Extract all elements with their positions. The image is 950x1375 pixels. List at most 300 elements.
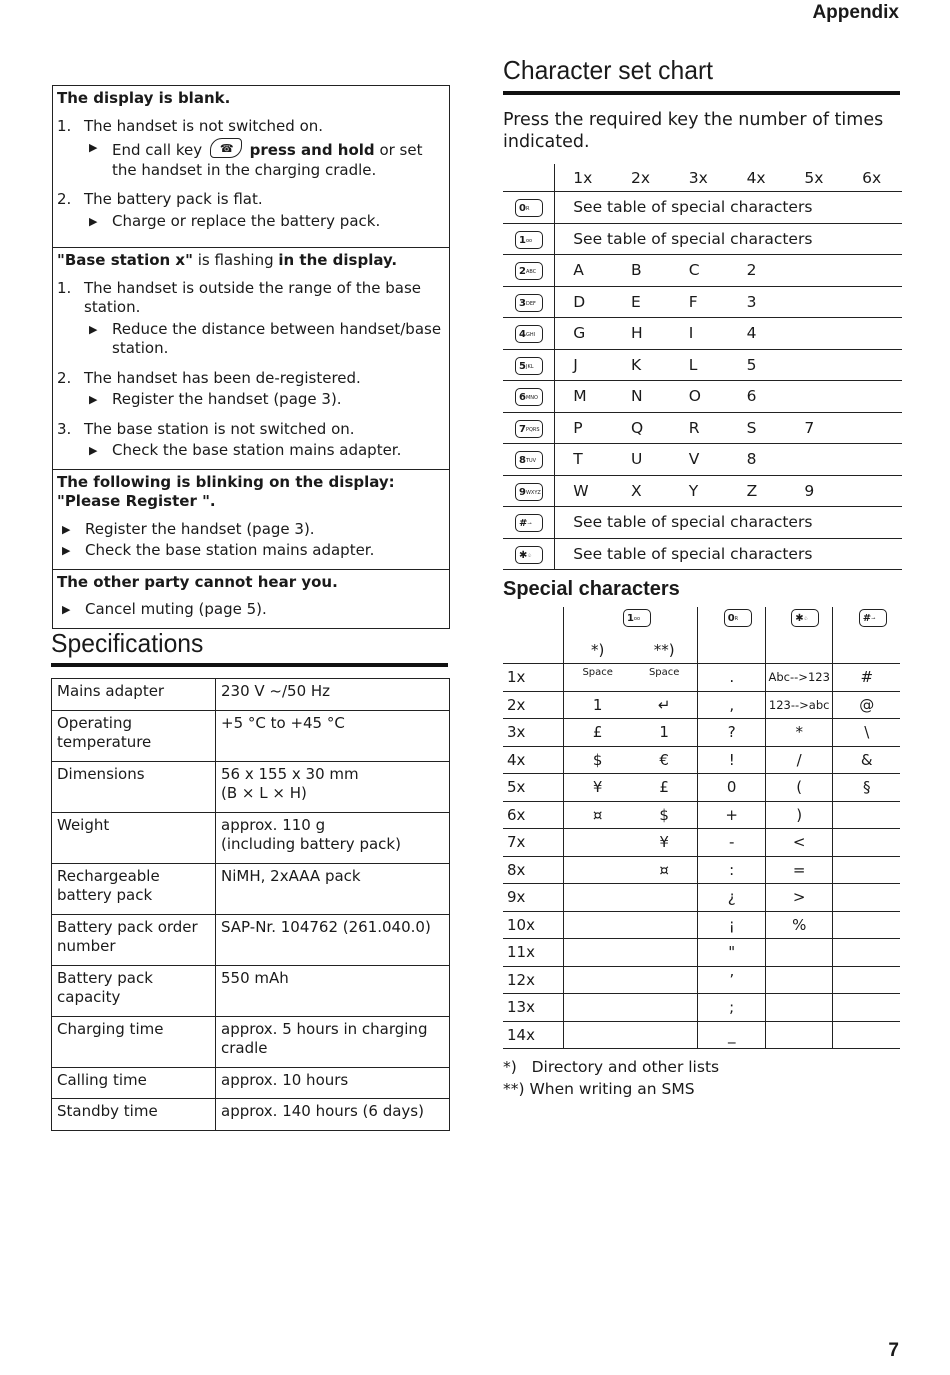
trouble-action — [84, 212, 445, 232]
spec-value: approx. 140 hours (6 days) — [216, 1099, 450, 1131]
key-cell — [503, 381, 555, 413]
key-letters: R — [734, 616, 739, 622]
special-char: \ — [833, 719, 900, 747]
character-cell: 6 — [729, 381, 787, 413]
press-count: 11x — [503, 939, 564, 967]
spec-value: 56 x 155 x 30 mm (B × L × H) — [216, 761, 450, 812]
character-cell: G — [555, 318, 613, 350]
character-cell — [844, 286, 902, 318]
key-glyph: ✱ — [795, 613, 804, 624]
action-text: Check the base station mains adapter. — [112, 441, 402, 459]
character-set-title: Character set chart — [503, 55, 714, 85]
special-char — [833, 939, 900, 967]
trouble-heading: The following is blinking on the display: "Please Register ". — [57, 472, 395, 510]
key-letters: R — [525, 206, 530, 213]
press-count: 1x — [503, 664, 564, 692]
star-label: *) — [564, 637, 631, 664]
special-row — [503, 939, 900, 967]
column-header: 5x — [786, 164, 844, 192]
special-char — [833, 966, 900, 994]
special-char — [564, 884, 631, 912]
spec-row — [52, 710, 450, 761]
character-cell — [786, 286, 844, 318]
character-cell: 5 — [729, 349, 787, 381]
space-label: Space — [648, 666, 680, 678]
key-letters: oo — [525, 237, 533, 244]
phone-key-icon — [515, 388, 543, 406]
phone-key-icon — [515, 325, 543, 343]
character-cell — [786, 349, 844, 381]
item-number: 3. — [57, 419, 72, 438]
character-set-row — [503, 412, 902, 444]
trouble-action — [84, 390, 445, 410]
phone-key-icon — [515, 262, 543, 280]
title-rule — [51, 663, 448, 667]
corner-cell — [503, 607, 564, 637]
special-char: . — [698, 664, 766, 692]
spec-row — [52, 965, 450, 1016]
press-count: 12x — [503, 966, 564, 994]
trouble-heading — [57, 251, 445, 271]
phone-key-icon — [623, 609, 651, 627]
character-cell: K — [613, 349, 671, 381]
special-row — [503, 966, 900, 994]
special-char — [765, 966, 833, 994]
phone-key-icon — [515, 514, 543, 532]
character-cell: 8 — [729, 444, 787, 476]
character-set-row — [503, 381, 902, 413]
action-text: Reduce the distance between handset/base station. — [112, 319, 442, 357]
spec-label: Standby time — [52, 1099, 216, 1131]
press-count: 7x — [503, 829, 564, 857]
trouble-section — [53, 247, 449, 469]
spec-row — [52, 1067, 450, 1099]
key-letters: oo — [633, 616, 641, 622]
special-char: ; — [698, 994, 766, 1022]
special-char — [833, 829, 900, 857]
special-row — [503, 884, 900, 912]
special-char: ¿ — [698, 884, 766, 912]
character-set-row — [503, 192, 902, 224]
special-char: ? — [698, 719, 766, 747]
press-count: 9x — [503, 884, 564, 912]
character-set-row — [503, 475, 902, 507]
special-char — [833, 994, 900, 1022]
phone-key-icon — [515, 294, 543, 312]
section-header: Appendix — [812, 2, 899, 23]
character-cell: A — [555, 255, 613, 287]
character-cell — [786, 444, 844, 476]
press-count: 4x — [503, 746, 564, 774]
special-row — [503, 719, 900, 747]
troubleshooting-table — [52, 85, 450, 629]
special-char: @ — [833, 691, 900, 719]
action-text: End call key — [112, 141, 203, 159]
key-letters: ⊸ — [527, 521, 532, 528]
character-cell: M — [555, 381, 613, 413]
key-glyph: 9 — [519, 486, 526, 498]
page-number: 7 — [888, 1340, 899, 1361]
special-char: ¥ — [564, 774, 631, 802]
item-text: The battery pack is flat. — [84, 190, 263, 208]
heading-bold: "Base station x" — [57, 251, 193, 269]
trouble-action — [84, 138, 445, 180]
empty-cell — [833, 637, 900, 664]
phone-key-icon — [515, 546, 543, 564]
spec-value: NiMH, 2xAAA pack — [216, 863, 450, 914]
key-header-cell — [833, 607, 900, 637]
key-glyph: 2 — [519, 266, 526, 278]
character-cell: L — [671, 349, 729, 381]
key-glyph: ✱ — [519, 549, 528, 561]
character-cell: T — [555, 444, 613, 476]
special-char — [631, 939, 698, 967]
key-cell — [503, 318, 555, 350]
special-char: € — [631, 746, 698, 774]
special-char — [833, 884, 900, 912]
spec-label: Dimensions — [52, 761, 216, 812]
special-char: 123-->abc — [765, 691, 833, 719]
special-row — [503, 911, 900, 939]
special-char — [765, 994, 833, 1022]
special-char — [564, 829, 631, 857]
spec-value: +5 °C to +45 °C — [216, 710, 450, 761]
spec-label: Weight — [52, 812, 216, 863]
action-text: or set the handset in the charging cradle. — [112, 141, 423, 179]
trouble-item — [57, 279, 445, 359]
spec-label: Operating temperature — [52, 710, 216, 761]
key-cell — [503, 412, 555, 444]
special-char — [631, 1021, 698, 1049]
special-char: * — [765, 719, 833, 747]
star-label-row — [503, 637, 900, 664]
special-char — [564, 939, 631, 967]
key-letters: WXYZ — [525, 489, 541, 496]
key-cell — [503, 444, 555, 476]
trouble-item — [57, 420, 445, 461]
special-char — [564, 856, 631, 884]
special-char: / — [765, 746, 833, 774]
key-header-cell — [698, 607, 766, 637]
character-set-row — [503, 286, 902, 318]
character-cell — [844, 318, 902, 350]
character-set-intro: Press the required key the number of times indicated. — [503, 110, 884, 152]
special-char: ) — [765, 801, 833, 829]
special-char: £ — [564, 719, 631, 747]
phone-key-icon — [515, 451, 543, 469]
phone-key-icon — [724, 609, 752, 627]
character-cell: E — [613, 286, 671, 318]
character-cell: V — [671, 444, 729, 476]
arrow-icon: ▶ — [89, 444, 98, 457]
spec-value: approx. 110 g (including battery pack) — [216, 812, 450, 863]
star-label: **) — [631, 637, 698, 664]
special-char — [631, 911, 698, 939]
key-glyph: 0 — [519, 203, 526, 215]
special-char: Abc-->123 — [765, 664, 833, 692]
spec-value: 550 mAh — [216, 965, 450, 1016]
title-rule — [503, 91, 900, 95]
special-row — [503, 856, 900, 884]
item-number: 2. — [57, 190, 72, 208]
character-cell — [844, 412, 902, 444]
special-reference: See table of special characters — [555, 507, 902, 539]
character-cell — [844, 475, 902, 507]
spec-row — [52, 761, 450, 812]
spec-row — [52, 1099, 450, 1131]
item-number: 2. — [57, 368, 72, 387]
column-header: 4x — [729, 164, 787, 192]
character-cell: 4 — [729, 318, 787, 350]
spec-value: 230 V ~/50 Hz — [216, 679, 450, 711]
special-char: $ — [631, 801, 698, 829]
special-char — [631, 966, 698, 994]
special-char — [833, 856, 900, 884]
key-cell — [503, 475, 555, 507]
trouble-heading: The other party cannot hear you. — [57, 572, 338, 591]
trouble-action — [57, 520, 445, 540]
special-char: # — [833, 664, 900, 692]
end-call-key-icon — [210, 138, 242, 158]
character-set-row — [503, 255, 902, 287]
press-count: 5x — [503, 774, 564, 802]
arrow-icon: ▶ — [89, 214, 98, 228]
spec-value: SAP-Nr. 104762 (261.040.0) — [216, 914, 450, 965]
spec-label: Mains adapter — [52, 679, 216, 711]
special-char — [564, 994, 631, 1022]
special-row — [503, 1021, 900, 1049]
key-cell — [503, 349, 555, 381]
special-char — [631, 664, 698, 692]
special-reference: See table of special characters — [555, 223, 902, 255]
special-char: > — [765, 884, 833, 912]
press-count: 3x — [503, 719, 564, 747]
item-number: 1. — [57, 278, 72, 297]
special-char — [833, 1021, 900, 1049]
special-char: 0 — [698, 774, 766, 802]
special-row — [503, 801, 900, 829]
key-glyph: 3 — [519, 297, 526, 309]
special-char: 1 — [631, 719, 698, 747]
character-cell — [844, 255, 902, 287]
character-cell: 3 — [729, 286, 787, 318]
character-cell: Z — [729, 475, 787, 507]
character-set-row — [503, 507, 902, 539]
spec-label: Charging time — [52, 1016, 216, 1067]
character-cell: W — [555, 475, 613, 507]
key-letters: JKL — [525, 363, 534, 370]
trouble-action — [84, 320, 445, 359]
trouble-section — [53, 469, 449, 569]
spec-row — [52, 1016, 450, 1067]
character-cell: B — [613, 255, 671, 287]
arrow-icon: ▶ — [62, 603, 71, 616]
special-reference: See table of special characters — [555, 192, 902, 224]
character-cell: S — [729, 412, 787, 444]
spec-row — [52, 679, 450, 711]
character-cell: R — [671, 412, 729, 444]
special-characters-title: Special characters — [503, 578, 680, 600]
character-cell: I — [671, 318, 729, 350]
corner-cell — [503, 637, 564, 664]
item-text: The base station is not switched on. — [84, 419, 355, 438]
key-cell — [503, 538, 555, 570]
arrow-icon: ▶ — [62, 522, 71, 536]
key-glyph: # — [862, 613, 872, 624]
column-header: 3x — [671, 164, 729, 192]
item-text: The handset has been de-registered. — [84, 368, 361, 387]
spec-value: approx. 10 hours — [216, 1067, 450, 1099]
action-text: Register the handset (page 3). — [112, 390, 342, 408]
special-characters-table — [503, 607, 900, 1049]
arrow-icon: ▶ — [89, 322, 98, 336]
character-cell: 9 — [786, 475, 844, 507]
phone-key-icon — [515, 483, 543, 501]
character-set-row — [503, 223, 902, 255]
special-char: ¥ — [631, 829, 698, 857]
trouble-action — [57, 600, 445, 620]
special-char: § — [833, 774, 900, 802]
special-char — [564, 1021, 631, 1049]
special-row — [503, 829, 900, 857]
phone-key-icon — [515, 199, 543, 217]
character-cell: N — [613, 381, 671, 413]
key-letters: ⊸ — [871, 616, 876, 622]
key-letters: MNO — [525, 395, 538, 402]
key-letters: GHI — [525, 332, 536, 339]
phone-key-icon — [515, 231, 543, 249]
phone-key-icon — [515, 357, 543, 375]
special-char — [765, 1021, 833, 1049]
action-text: Check the base station mains adapter. — [85, 541, 375, 559]
special-char: _ — [698, 1021, 766, 1049]
special-char — [833, 911, 900, 939]
key-glyph: 8 — [519, 455, 526, 467]
key-letters: ABC — [525, 269, 537, 276]
spec-value: approx. 5 hours in charging cradle — [216, 1016, 450, 1067]
empty-cell — [698, 637, 766, 664]
phone-key-icon — [859, 609, 887, 627]
key-glyph: 1 — [519, 234, 526, 246]
character-cell: P — [555, 412, 613, 444]
key-cell — [503, 507, 555, 539]
specifications-table — [51, 678, 450, 1131]
arrow-icon: ▶ — [62, 544, 71, 557]
character-cell: U — [613, 444, 671, 476]
footnotes — [503, 1056, 719, 1100]
special-char: 1 — [564, 691, 631, 719]
special-row — [503, 691, 900, 719]
spec-label: Battery pack order number — [52, 914, 216, 965]
trouble-section — [53, 86, 449, 247]
footnote: *) Directory and other lists — [503, 1058, 720, 1076]
character-cell: H — [613, 318, 671, 350]
special-char — [564, 664, 631, 692]
press-count: 13x — [503, 994, 564, 1022]
specifications-title: Specifications — [51, 628, 204, 658]
character-cell: C — [671, 255, 729, 287]
character-set-row — [503, 444, 902, 476]
character-set-row — [503, 349, 902, 381]
column-header: 1x — [555, 164, 613, 192]
special-char: ! — [698, 746, 766, 774]
special-char: & — [833, 746, 900, 774]
special-char: ¡ — [698, 911, 766, 939]
character-set-header-row — [503, 164, 902, 192]
footnote: **) When writing an SMS — [503, 1080, 695, 1098]
special-key-header-row — [503, 607, 900, 637]
column-header: 2x — [613, 164, 671, 192]
key-cell — [503, 286, 555, 318]
character-cell: Y — [671, 475, 729, 507]
phone-key-icon — [791, 609, 819, 627]
corner-cell — [503, 164, 555, 192]
character-cell: Q — [613, 412, 671, 444]
spec-label: Calling time — [52, 1067, 216, 1099]
spec-row — [52, 812, 450, 863]
spec-label: Rechargeable battery pack — [52, 863, 216, 914]
key-glyph: 7 — [519, 423, 526, 435]
special-char: £ — [631, 774, 698, 802]
space-label: Space — [582, 666, 613, 678]
key-glyph: 0 — [727, 613, 735, 624]
character-cell — [844, 349, 902, 381]
special-char: = — [765, 856, 833, 884]
character-cell: X — [613, 475, 671, 507]
key-letters: PQRS — [525, 426, 540, 433]
special-char: " — [698, 939, 766, 967]
special-char: , — [698, 691, 766, 719]
key-letters: DEF — [525, 300, 536, 307]
special-char: - — [698, 829, 766, 857]
heading-bold: in the display. — [278, 251, 398, 269]
special-char: ’ — [698, 966, 766, 994]
trouble-action — [84, 441, 445, 461]
press-count: 10x — [503, 911, 564, 939]
trouble-item — [57, 190, 445, 231]
special-char: ¤ — [564, 801, 631, 829]
trouble-action — [57, 541, 445, 561]
special-char: ¤ — [631, 856, 698, 884]
action-bold-text: press and hold — [249, 141, 375, 159]
character-set-table — [503, 164, 902, 570]
key-glyph: 5 — [519, 360, 526, 372]
item-text: The handset is not switched on. — [84, 116, 324, 135]
character-cell — [844, 381, 902, 413]
character-cell: J — [555, 349, 613, 381]
special-char: ↵ — [631, 691, 698, 719]
special-char — [765, 939, 833, 967]
special-reference: See table of special characters — [555, 538, 902, 570]
character-set-row — [503, 538, 902, 570]
key-glyph: # — [519, 518, 528, 530]
character-cell — [844, 444, 902, 476]
item-number: 1. — [57, 116, 72, 135]
character-cell: F — [671, 286, 729, 318]
character-cell — [786, 318, 844, 350]
spec-label: Battery pack capacity — [52, 965, 216, 1016]
key-glyph: 1 — [626, 613, 634, 624]
character-cell: 2 — [729, 255, 787, 287]
character-set-row — [503, 318, 902, 350]
special-char: % — [765, 911, 833, 939]
trouble-item — [57, 117, 445, 181]
key-glyph: 4 — [519, 329, 526, 341]
special-char — [631, 884, 698, 912]
key-letters: TUV — [525, 458, 537, 465]
character-cell — [786, 255, 844, 287]
arrow-icon: ▶ — [89, 393, 98, 406]
